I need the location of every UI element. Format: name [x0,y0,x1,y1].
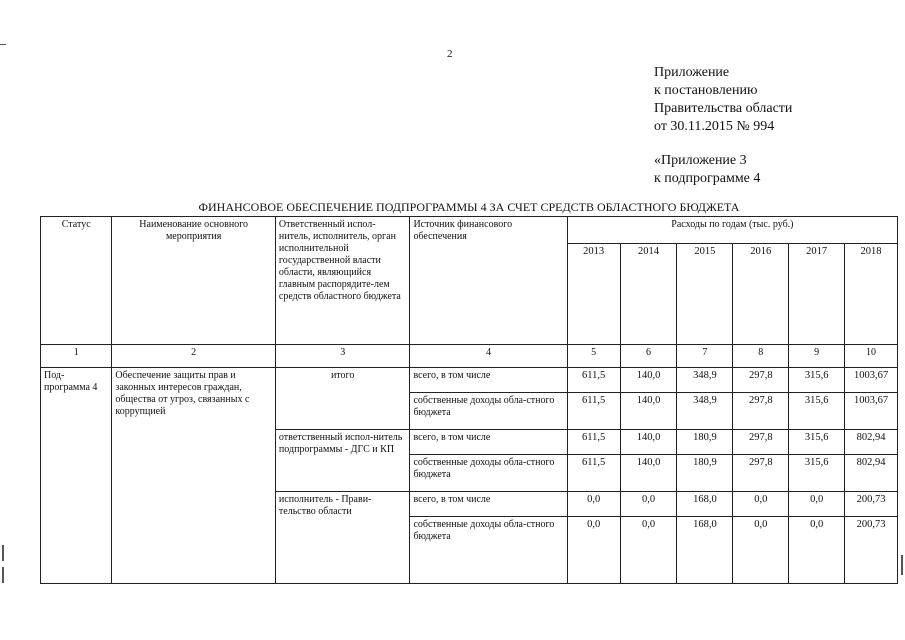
value-cell: 297,8 [733,368,789,393]
appendix-reference [654,152,760,188]
value-cell: 0,0 [567,517,620,584]
approval-line: Правительства области [654,101,793,116]
source-cell: собственные доходы обла-стного бюджета [410,393,567,430]
responsible-cell: итого [275,368,410,430]
header-name: Наименование основного мероприятия [112,217,276,345]
value-cell: 1003,67 [845,368,898,393]
value-cell: 802,94 [845,455,898,492]
value-cell: 0,0 [567,492,620,517]
value-cell: 0,0 [789,492,845,517]
header-status: Статус [41,217,112,345]
header-year: 2013 [567,244,620,345]
appendix-line: «Приложение 3 [654,153,747,168]
value-cell: 611,5 [567,455,620,492]
column-number: 8 [733,345,789,368]
header-year: 2016 [733,244,789,345]
column-number: 2 [112,345,276,368]
column-number: 6 [620,345,677,368]
value-cell: 0,0 [620,492,677,517]
value-cell: 315,6 [789,393,845,430]
column-number-row [41,345,898,368]
finance-table [40,216,898,584]
source-cell: собственные доходы обла-стного бюджета [410,455,567,492]
approval-block [654,64,792,136]
scan-edge-mark [2,567,4,583]
value-cell: 0,0 [733,517,789,584]
responsible-cell: исполнитель - Прави-тельство области [275,492,410,584]
value-cell: 348,9 [677,368,733,393]
value-cell: 168,0 [677,492,733,517]
approval-line: от 30.11.2015 № 994 [654,119,775,134]
value-cell: 140,0 [620,430,677,455]
column-number: 10 [845,345,898,368]
value-cell: 611,5 [567,368,620,393]
responsible-cell: ответственный испол-нитель подпрограммы - ДГС и КП [275,430,410,492]
value-cell: 140,0 [620,368,677,393]
header-year: 2015 [677,244,733,345]
table-row [41,368,898,393]
header-source: Источник финансового обеспечения [410,217,567,345]
value-cell: 802,94 [845,430,898,455]
column-number: 4 [410,345,567,368]
source-cell: всего, в том числе [410,368,567,393]
value-cell: 0,0 [789,517,845,584]
column-number: 5 [567,345,620,368]
value-cell: 297,8 [733,393,789,430]
column-number: 3 [275,345,410,368]
value-cell: 140,0 [620,393,677,430]
value-cell: 297,8 [733,455,789,492]
column-number: 7 [677,345,733,368]
value-cell: 0,0 [733,492,789,517]
scan-edge-mark [901,555,903,575]
value-cell: 611,5 [567,393,620,430]
value-cell: 315,6 [789,455,845,492]
approval-line: к постановлению [654,83,758,98]
value-cell: 200,73 [845,517,898,584]
source-cell: собственные доходы обла-стного бюджета [410,517,567,584]
value-cell: 1003,67 [845,393,898,430]
value-cell: 348,9 [677,393,733,430]
column-number: 1 [41,345,112,368]
measure-name-cell: Обеспечение защиты прав и законных интересов граждан, общества от угроз, связанных с коррупцией [112,368,276,584]
value-cell: 168,0 [677,517,733,584]
source-cell: всего, в том числе [410,430,567,455]
value-cell: 611,5 [567,430,620,455]
value-cell: 0,0 [620,517,677,584]
header-year: 2014 [620,244,677,345]
header-year: 2017 [789,244,845,345]
value-cell: 315,6 [789,430,845,455]
header-responsible: Ответственный испол-нитель, исполнитель, орган исполнительной государственной власти области, являющийся главным распорядите-лем средств областного бюджета [275,217,410,345]
value-cell: 180,9 [677,430,733,455]
source-cell: всего, в том числе [410,492,567,517]
column-number: 9 [789,345,845,368]
page-number: 2 [447,48,453,60]
value-cell: 140,0 [620,455,677,492]
value-cell: 200,73 [845,492,898,517]
header-expenses: Расходы по годам (тыс. руб.) [567,217,897,244]
value-cell: 180,9 [677,455,733,492]
appendix-line: к подпрограмме 4 [654,171,761,186]
scan-edge-mark [2,545,4,561]
status-cell: Под-программа 4 [41,368,112,584]
document-title: ФИНАНСОВОЕ ОБЕСПЕЧЕНИЕ ПОДПРОГРАММЫ 4 ЗА СЧЕТ СРЕДСТВ ОБЛАСТНОГО БЮДЖЕТА [198,200,740,214]
scan-edge-mark [0,44,6,45]
approval-line: Приложение [654,65,730,80]
value-cell: 315,6 [789,368,845,393]
header-year: 2018 [845,244,898,345]
value-cell: 297,8 [733,430,789,455]
